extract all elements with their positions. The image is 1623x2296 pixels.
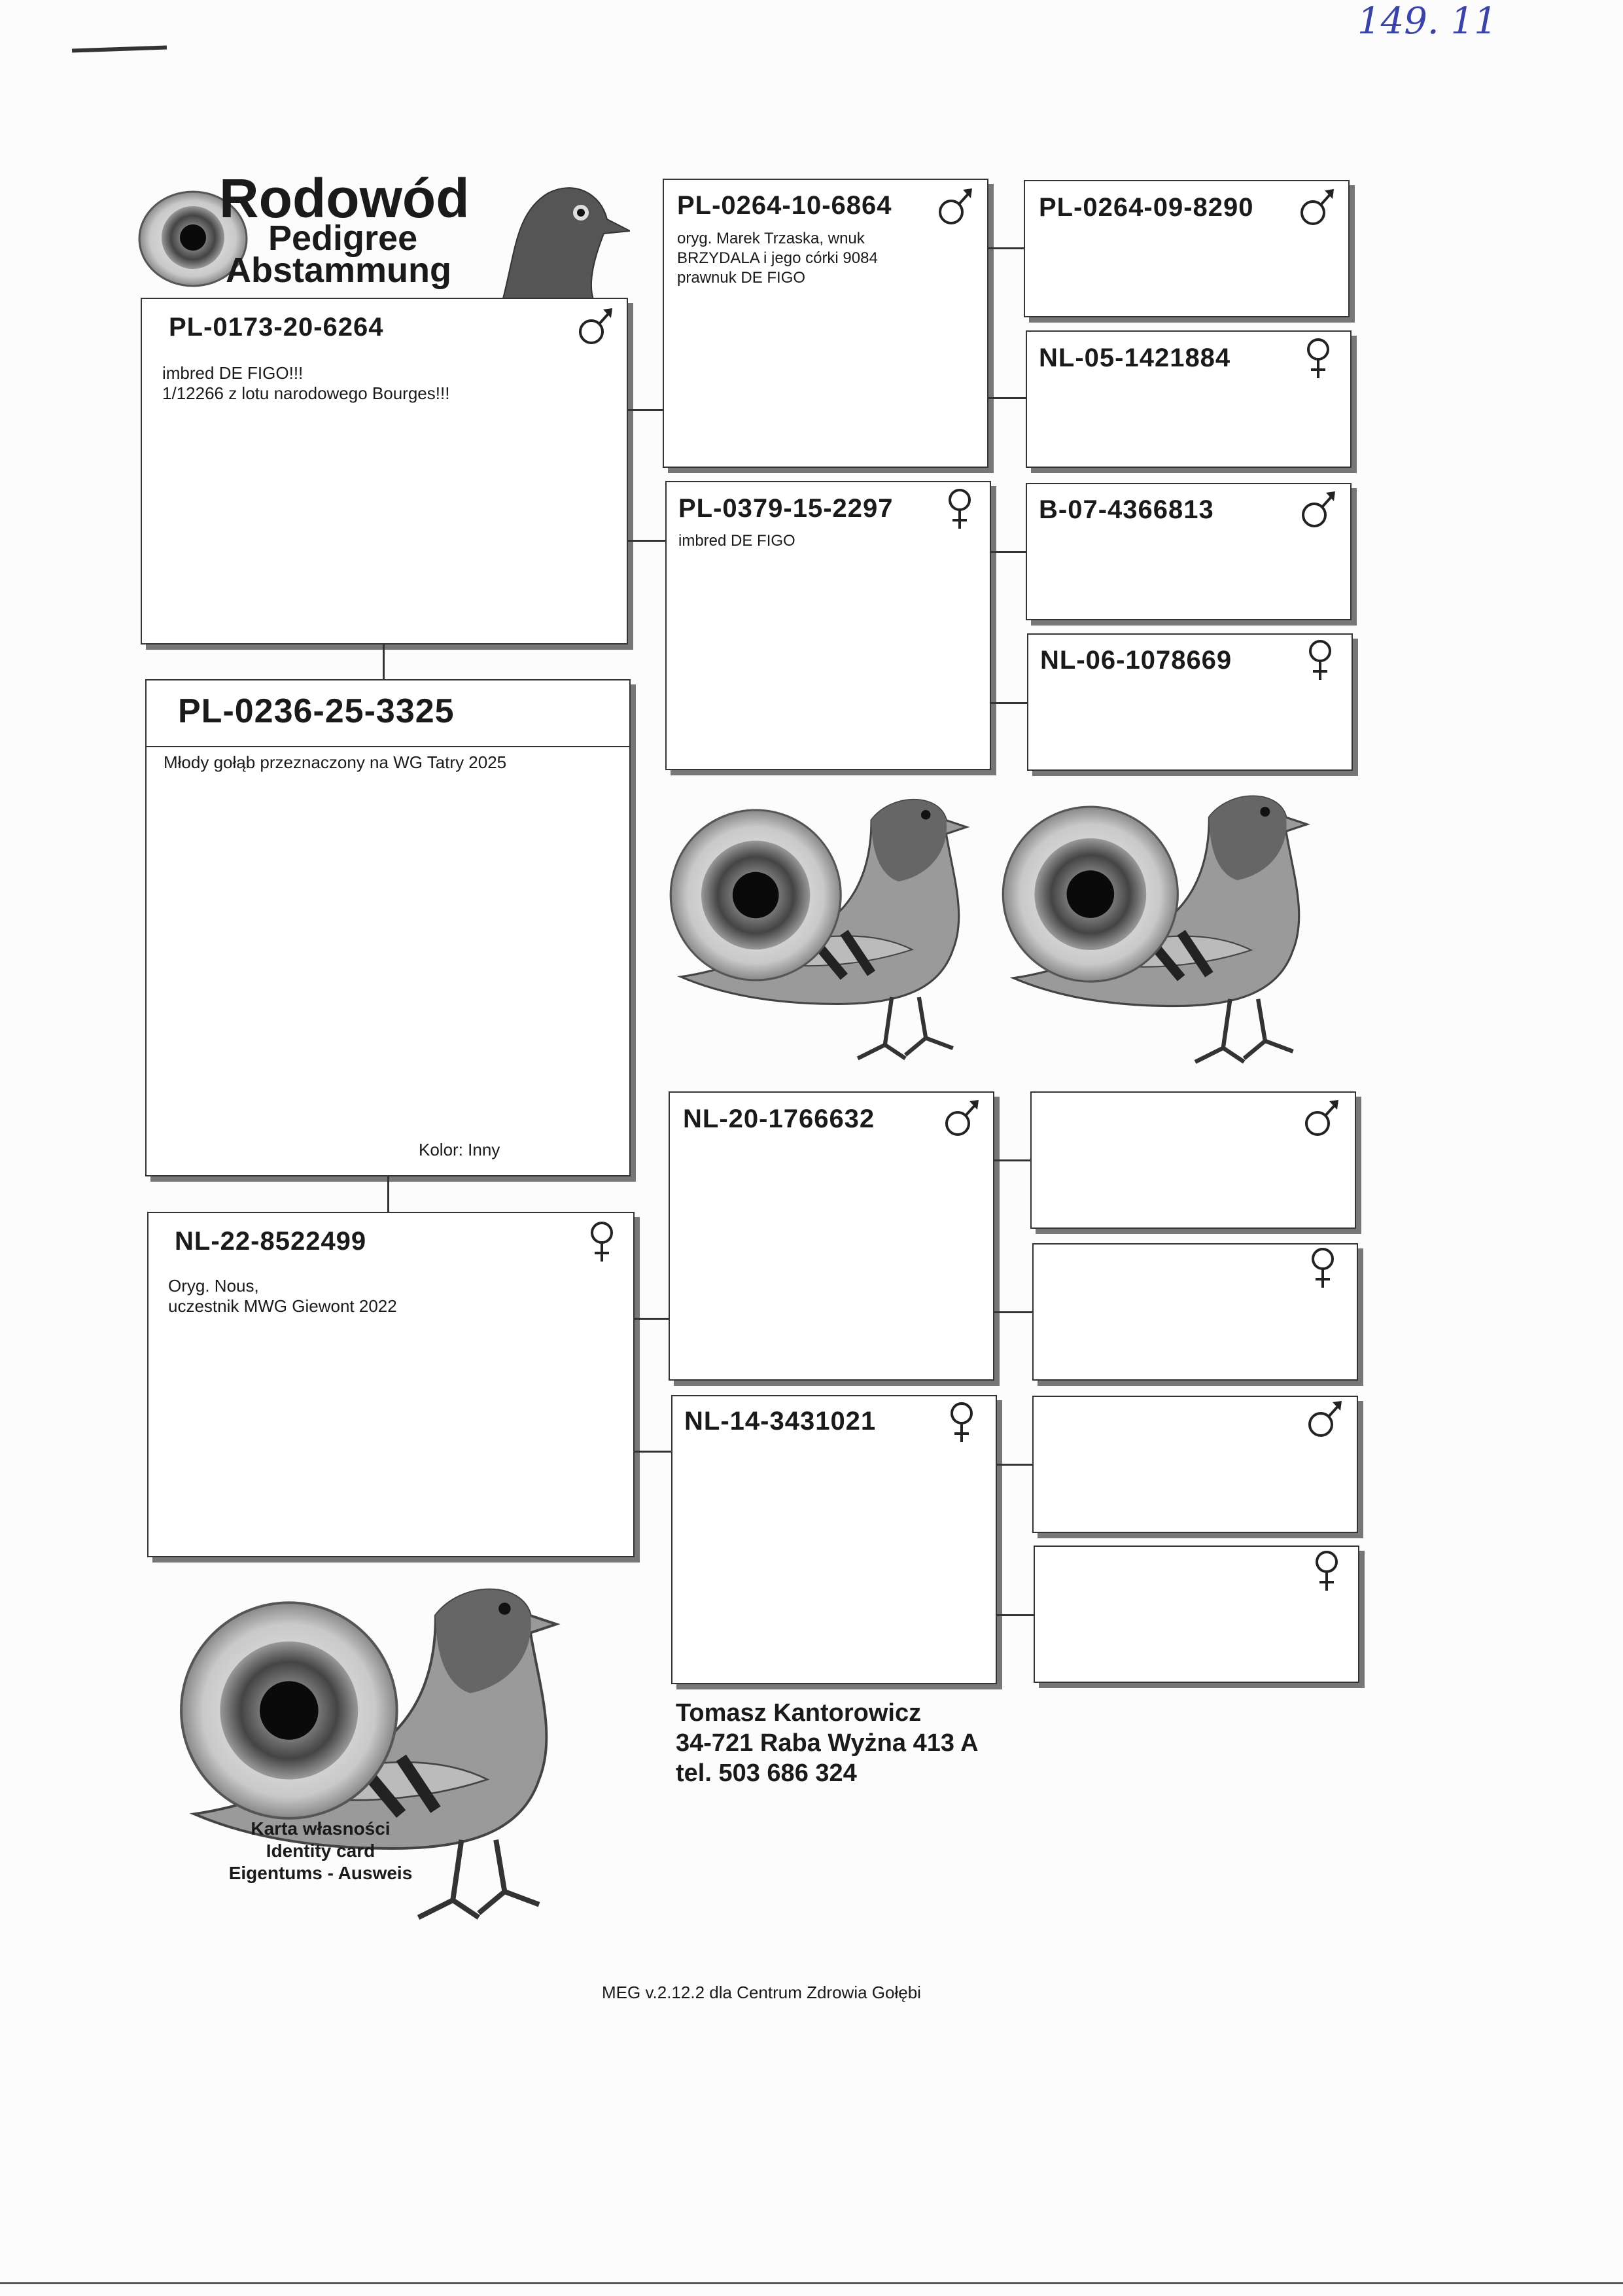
gen3-male-icon-3 bbox=[1299, 487, 1338, 533]
dam-ring: NL-22-8522499 bbox=[175, 1227, 367, 1256]
owner-phone: tel. 503 686 324 bbox=[676, 1759, 857, 1787]
gen3-female-icon-2 bbox=[1299, 335, 1338, 381]
id-card-line2: Identity card bbox=[266, 1841, 375, 1861]
header-pigeon-head-icon bbox=[476, 173, 630, 301]
gen3-ring-3: B-07-4366813 bbox=[1039, 495, 1214, 524]
sire-male-icon bbox=[576, 304, 615, 350]
connector-g2-4 bbox=[991, 702, 1027, 704]
gen3-ring-2: NL-05-1421884 bbox=[1039, 344, 1231, 372]
gen3-female-icon-6 bbox=[1303, 1245, 1342, 1290]
subject-note: Młody gołąb przeznaczony na WG Tatry 2025 bbox=[164, 752, 507, 772]
connector-g2-2 bbox=[988, 397, 1026, 399]
dam-dam-female-icon bbox=[942, 1399, 981, 1445]
dam-sire-male-icon bbox=[942, 1096, 981, 1142]
sire-note: imbred DE FIGO!!! 1/12266 z lotu narodowego Bourges!!! bbox=[162, 363, 450, 403]
sire-card bbox=[141, 298, 628, 645]
owner-address: 34-721 Raba Wyżna 413 A bbox=[676, 1729, 979, 1757]
connector-sire-to-parents-2 bbox=[628, 540, 665, 542]
pigeon-illustration-left bbox=[667, 775, 1007, 1083]
dam-card bbox=[147, 1212, 635, 1557]
sire-sire-male-icon bbox=[935, 185, 975, 230]
subject-color: Kolor: Inny bbox=[419, 1140, 500, 1159]
id-card-line1: Karta własności bbox=[251, 1818, 391, 1839]
connector-g2-3 bbox=[991, 551, 1026, 553]
connector-g2-1 bbox=[988, 247, 1024, 249]
connector-g2-7 bbox=[997, 1464, 1032, 1466]
dam-female-icon bbox=[582, 1218, 621, 1264]
subject-header-divider bbox=[147, 746, 629, 747]
sire-sire-note: oryg. Marek Trzaska, wnuk BRZYDALA i jego córki 9084 prawnuk DE FIGO bbox=[677, 230, 878, 287]
header-title: Rodowód bbox=[219, 168, 470, 229]
pigeon-illustration-bottom bbox=[150, 1564, 635, 1943]
pigeon-illustration-right bbox=[998, 775, 1351, 1083]
connector-dam-to-parents bbox=[635, 1318, 669, 1320]
dam-dam-ring: NL-14-3431021 bbox=[684, 1407, 877, 1436]
header-subtitle-pedigree: Pedigree bbox=[268, 219, 418, 258]
header-subtitle-abstammung: Abstammung bbox=[226, 251, 452, 290]
subject-ring: PL-0236-25-3325 bbox=[178, 692, 455, 730]
sire-dam-ring: PL-0379-15-2297 bbox=[678, 494, 894, 523]
gen3-male-icon-1 bbox=[1297, 185, 1336, 231]
connector-subject-dam bbox=[387, 1176, 389, 1213]
gen3-female-icon-4 bbox=[1300, 637, 1340, 682]
footer-software: MEG v.2.12.2 dla Centrum Zdrowia Gołębi bbox=[602, 1983, 921, 2002]
connector-g2-6 bbox=[994, 1311, 1032, 1313]
connector-dam-to-parents-2 bbox=[635, 1451, 671, 1453]
connector-g2-5 bbox=[994, 1159, 1030, 1161]
gen3-male-icon-5 bbox=[1302, 1096, 1341, 1142]
sire-dam-note: imbred DE FIGO bbox=[678, 532, 795, 550]
sire-sire-ring: PL-0264-10-6864 bbox=[677, 191, 892, 220]
sire-dam-female-icon bbox=[940, 486, 979, 531]
dam-sire-ring: NL-20-1766632 bbox=[683, 1104, 875, 1133]
connector-sire-subject bbox=[383, 645, 385, 680]
gen3-ring-4: NL-06-1078669 bbox=[1040, 646, 1232, 675]
connector-g2-8 bbox=[997, 1614, 1034, 1616]
gen3-male-icon-7 bbox=[1305, 1397, 1344, 1443]
owner-name: Tomasz Kantorowicz bbox=[676, 1699, 922, 1727]
gen3-female-icon-8 bbox=[1307, 1547, 1346, 1593]
scan-mark bbox=[72, 45, 167, 52]
handwritten-number: 149. 11 bbox=[1357, 0, 1497, 43]
scan-bottom-edge bbox=[0, 2282, 1623, 2284]
sire-ring: PL-0173-20-6264 bbox=[169, 313, 384, 342]
dam-note: Oryg. Nous, uczestnik MWG Giewont 2022 bbox=[168, 1276, 397, 1316]
id-card-line3: Eigentums - Ausweis bbox=[228, 1863, 413, 1883]
gen3-ring-1: PL-0264-09-8290 bbox=[1039, 193, 1254, 222]
connector-sire-to-parents bbox=[628, 409, 663, 411]
